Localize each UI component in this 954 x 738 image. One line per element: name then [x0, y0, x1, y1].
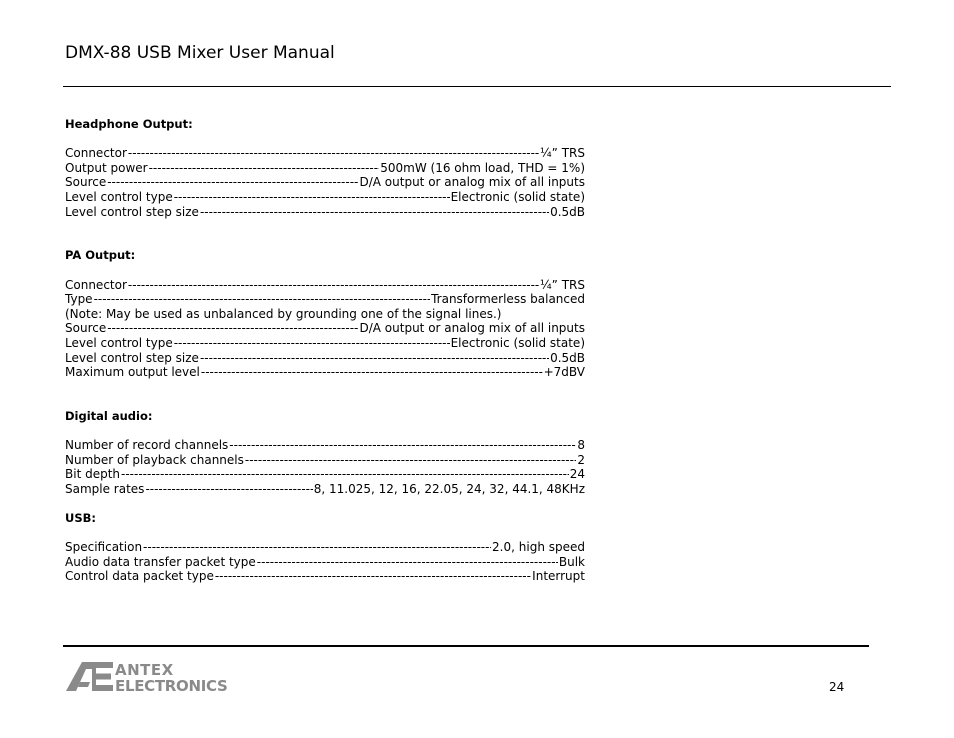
section-spacer	[65, 219, 585, 248]
leader-dashes	[257, 555, 558, 570]
leader-dashes	[128, 278, 539, 293]
spec-label: Output power	[65, 160, 148, 175]
spec-value: 500mW (16 ohm load, THD = 1%)	[380, 160, 585, 175]
section-title-pa-output: PA Output:	[65, 248, 136, 263]
section-spacer	[65, 496, 585, 511]
antex-logo	[66, 660, 246, 694]
spec-row	[65, 555, 585, 570]
spec-row	[65, 175, 585, 190]
spec-row	[65, 161, 585, 176]
leader-dashes	[215, 569, 531, 584]
spec-row	[65, 365, 585, 380]
spec-value: 2	[577, 452, 585, 467]
spec-label: Type	[65, 292, 93, 307]
page-title: DMX-88 USB Mixer User Manual	[65, 43, 335, 63]
page-number: 24	[829, 680, 845, 694]
leader-dashes	[201, 365, 543, 380]
spec-value: D/A output or analog mix of all inputs	[359, 321, 585, 336]
spec-label: Number of record channels	[65, 438, 229, 453]
spec-value: Electronic (solid state)	[450, 335, 585, 350]
leader-dashes	[107, 175, 358, 190]
spec-row	[65, 292, 585, 307]
logo-text-antex: ANTEX	[115, 661, 174, 679]
spec-value: 8, 11.025, 12, 16, 22.05, 24, 32, 44.1, 48KHz	[313, 481, 585, 496]
section-title-headphone-output: Headphone Output:	[65, 117, 193, 131]
leader-dashes	[245, 453, 576, 468]
spec-row	[65, 336, 585, 351]
spec-row	[65, 351, 585, 366]
leader-dashes	[229, 438, 576, 453]
spec-row	[65, 205, 585, 220]
section-title-digital-audio: Digital audio:	[65, 408, 153, 423]
spec-value: D/A output or analog mix of all inputs	[359, 175, 585, 190]
spec-label: Control data packet type	[65, 569, 214, 584]
logo-text-electronics: ELECTRONICS	[115, 677, 228, 694]
spec-row	[65, 453, 585, 468]
leader-dashes	[94, 292, 431, 307]
spec-value: 2.0, high speed	[492, 540, 585, 555]
section-title-usb: USB:	[65, 511, 96, 526]
spec-row	[65, 540, 585, 555]
leader-dashes	[149, 161, 380, 176]
spec-row	[65, 482, 585, 497]
spec-row	[65, 146, 585, 161]
spec-row	[65, 190, 585, 205]
spec-row	[65, 438, 585, 453]
leader-dashes	[128, 146, 539, 161]
spec-value: Bulk	[558, 554, 585, 569]
spec-label: Specification	[65, 540, 143, 555]
spec-note: (Note: May be used as unbalanced by grounding one of the signal lines.)	[65, 306, 502, 321]
spec-row	[65, 321, 585, 336]
antex-ae-logo-icon	[66, 660, 246, 694]
spec-label: Source	[65, 321, 107, 336]
spec-value: 0.5dB	[550, 350, 585, 365]
spec-value: Electronic (solid state)	[450, 189, 585, 204]
spec-label: Level control type	[65, 189, 173, 204]
spec-label: Level control type	[65, 335, 173, 350]
header-rule	[63, 86, 891, 87]
leader-dashes	[174, 190, 450, 205]
leader-dashes	[143, 540, 491, 555]
spec-value: Interrupt	[532, 569, 585, 584]
spec-label: Connector	[65, 277, 127, 292]
spec-value: Transformerless balanced	[431, 292, 585, 307]
spec-value: 0.5dB	[550, 204, 585, 219]
spec-content	[65, 117, 585, 584]
spec-label: Maximum output level	[65, 365, 200, 380]
spec-value: 8	[577, 438, 585, 453]
spec-row	[65, 278, 585, 293]
spec-label: Connector	[65, 146, 127, 161]
spec-value: ¼” TRS	[540, 146, 585, 161]
spec-label: Source	[65, 175, 107, 190]
leader-dashes	[174, 336, 450, 351]
leader-dashes	[145, 482, 312, 497]
spec-label: Audio data transfer packet type	[65, 554, 256, 569]
spec-value: 24	[569, 467, 585, 482]
spec-label: Sample rates	[65, 481, 145, 496]
leader-dashes	[200, 205, 549, 220]
spec-label: Bit depth	[65, 467, 121, 482]
spec-row	[65, 467, 585, 482]
spec-row	[65, 569, 585, 584]
leader-dashes	[200, 351, 549, 366]
section-spacer	[65, 380, 585, 409]
leader-dashes	[107, 321, 358, 336]
spec-value: +7dBV	[543, 365, 585, 380]
spec-value: ¼” TRS	[540, 277, 585, 292]
leader-dashes	[121, 467, 569, 482]
spec-label: Level control step size	[65, 204, 199, 219]
footer-rule	[63, 645, 869, 647]
spec-label: Number of playback channels	[65, 452, 244, 467]
spec-label: Level control step size	[65, 350, 199, 365]
